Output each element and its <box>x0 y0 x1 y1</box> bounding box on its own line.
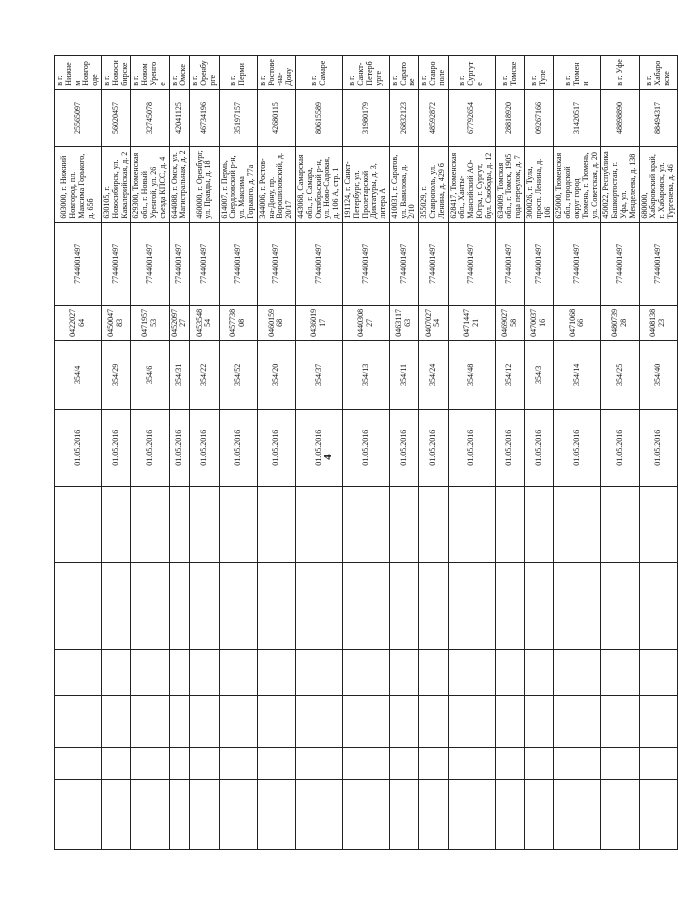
empty-cell <box>601 486 639 563</box>
empty-cell <box>219 649 257 695</box>
kpp-cell: 354/52 <box>219 341 257 410</box>
empty-cell <box>131 696 169 747</box>
table-row <box>525 56 554 850</box>
date-cell: 01.05.2016 <box>295 409 342 486</box>
bik-cell: 040702754 <box>419 305 448 340</box>
empty-cell <box>257 486 295 563</box>
kpp-cell: 354/4 <box>55 341 102 410</box>
address-cell: 355029, г. Ставрополь, ул. Ленина, д. 429 б <box>419 147 448 222</box>
empty-cell <box>601 649 639 695</box>
empty-cell <box>495 696 524 747</box>
kpp-cell: 354/12 <box>495 341 524 410</box>
empty-cell <box>525 696 554 747</box>
empty-cell <box>131 747 169 779</box>
table-row <box>419 56 448 850</box>
table-row <box>448 56 495 850</box>
empty-cell <box>448 747 495 779</box>
okpo-cell: 32745078 <box>131 89 169 147</box>
bik-cell: 046902758 <box>495 305 524 340</box>
table-row <box>101 56 130 850</box>
empty-cell <box>639 649 677 695</box>
okpo-cell: 26832123 <box>389 89 418 147</box>
empty-cell <box>101 486 130 563</box>
city-cell: в г. Санкт-Петербурге <box>342 56 389 90</box>
table-row <box>554 56 601 850</box>
table-row <box>389 56 418 850</box>
address-cell: 603000, г. Нижний Новгород, пл. Максима Горького, д. 65б <box>55 147 102 222</box>
empty-cell <box>342 696 389 747</box>
empty-cell <box>389 563 418 649</box>
inn-cell: 7744001497 <box>448 222 495 305</box>
empty-cell <box>190 486 219 563</box>
address-cell: 460000, г. Оренбург, ул. Правды, д. 18 <box>190 147 219 222</box>
empty-cell <box>169 486 190 563</box>
table-body <box>55 56 678 850</box>
table-row <box>55 56 102 850</box>
kpp-cell: 354/20 <box>257 341 295 410</box>
inn-cell: 7744001497 <box>554 222 601 305</box>
empty-cell <box>169 747 190 779</box>
empty-cell <box>342 563 389 649</box>
empty-cell <box>554 696 601 747</box>
empty-cell <box>495 649 524 695</box>
empty-cell <box>495 747 524 779</box>
date-cell: 01.05.2016 <box>639 409 677 486</box>
empty-cell <box>257 779 295 849</box>
table-row <box>495 56 524 850</box>
empty-cell <box>101 779 130 849</box>
bik-cell: 047003716 <box>525 305 554 340</box>
empty-cell <box>419 779 448 849</box>
city-cell: в г. Новом Уренгое <box>131 56 169 90</box>
empty-cell <box>257 649 295 695</box>
table-row <box>601 56 639 850</box>
empty-cell <box>554 649 601 695</box>
inn-cell: 7744001497 <box>55 222 102 305</box>
city-cell: в г. Саратове <box>389 56 418 90</box>
kpp-cell: 354/40 <box>639 341 677 410</box>
empty-cell <box>295 696 342 747</box>
empty-cell <box>257 563 295 649</box>
bik-cell: 045004783 <box>101 305 130 340</box>
empty-cell <box>295 649 342 695</box>
okpo-cell: 31980179 <box>342 89 389 147</box>
empty-cell <box>342 649 389 695</box>
empty-cell <box>219 747 257 779</box>
okpo-cell: 28818920 <box>495 89 524 147</box>
okpo-cell: 67792654 <box>448 89 495 147</box>
empty-cell <box>554 747 601 779</box>
city-cell: в г. Новосибирске <box>101 56 130 90</box>
empty-cell <box>525 563 554 649</box>
empty-cell <box>525 747 554 779</box>
empty-cell <box>169 563 190 649</box>
date-cell: 01.05.2016 <box>389 409 418 486</box>
empty-cell <box>389 649 418 695</box>
inn-cell: 7744001497 <box>342 222 389 305</box>
date-cell: 01.05.2016 <box>495 409 524 486</box>
bik-cell: 045354854 <box>190 305 219 340</box>
empty-cell <box>131 486 169 563</box>
address-cell: 410031, г. Саратов, ул. Вавилова, д. 2/10 <box>389 147 418 222</box>
empty-cell <box>525 779 554 849</box>
inn-cell: 7744001497 <box>639 222 677 305</box>
bik-cell: 048073928 <box>601 305 639 340</box>
empty-cell <box>190 649 219 695</box>
empty-cell <box>219 696 257 747</box>
empty-cell <box>169 649 190 695</box>
okpo-cell: 42041125 <box>169 89 190 147</box>
kpp-cell: 354/22 <box>190 341 219 410</box>
okpo-cell: 46734196 <box>190 89 219 147</box>
empty-cell <box>495 486 524 563</box>
date-cell: 01.05.2016 <box>257 409 295 486</box>
date-cell: 01.05.2016 <box>419 409 448 486</box>
empty-cell <box>101 696 130 747</box>
okpo-cell: 80615589 <box>295 89 342 147</box>
empty-cell <box>448 779 495 849</box>
empty-cell <box>495 779 524 849</box>
address-cell: 629300, Тюменская обл., г. Новый Уренгой, ул. 26 съезда КПСС, д. 4 <box>131 147 169 222</box>
empty-cell <box>419 649 448 695</box>
empty-cell <box>554 563 601 649</box>
date-cell: 01.05.2016 <box>525 409 554 486</box>
empty-cell <box>342 747 389 779</box>
date-cell: 01.05.2016 <box>131 409 169 486</box>
inn-cell: 7744001497 <box>257 222 295 305</box>
address-cell: 614007, г. Пермь, Свердловский р-н, ул. Максима Горького, д. 77а <box>219 147 257 222</box>
inn-cell: 7744001497 <box>295 222 342 305</box>
empty-cell <box>448 563 495 649</box>
city-cell: в г. Туле <box>525 56 554 90</box>
city-cell: в г. Сургуте <box>448 56 495 90</box>
inn-cell: 7744001497 <box>525 222 554 305</box>
empty-cell <box>554 779 601 849</box>
empty-cell <box>639 779 677 849</box>
city-cell: в г. Томске <box>495 56 524 90</box>
inn-cell: 7744001497 <box>131 222 169 305</box>
address-cell: 680000, Хабаровский край, г. Хабаровск, ул. Тургенева, д. 46 <box>639 147 677 222</box>
bik-cell: 045209727 <box>169 305 190 340</box>
empty-cell <box>295 563 342 649</box>
address-cell: 300026, г. Тула, просп. Ленина, д. 106 <box>525 147 554 222</box>
table-row <box>639 56 677 850</box>
empty-cell <box>601 779 639 849</box>
empty-cell <box>101 747 130 779</box>
date-cell: 01.05.2016 <box>554 409 601 486</box>
bik-cell: 040813823 <box>639 305 677 340</box>
bik-cell: 047144721 <box>448 305 495 340</box>
kpp-cell: 354/6 <box>131 341 169 410</box>
bik-cell: 047195753 <box>131 305 169 340</box>
empty-cell <box>55 649 102 695</box>
bik-cell: 045773808 <box>219 305 257 340</box>
address-cell: 630105, г. Новосибирск, ул. Кавалерийская, д. 2 <box>101 147 130 222</box>
kpp-cell: 354/29 <box>101 341 130 410</box>
empty-cell <box>55 747 102 779</box>
empty-cell <box>342 486 389 563</box>
empty-cell <box>295 486 342 563</box>
city-cell: в г. Нижнем Новгороде <box>55 56 102 90</box>
city-cell: в г. Тюмени <box>554 56 601 90</box>
date-cell: 01.05.2016 <box>190 409 219 486</box>
page-number: 4 <box>322 454 334 460</box>
kpp-cell: 354/14 <box>554 341 601 410</box>
kpp-cell: 354/3 <box>525 341 554 410</box>
address-cell: 450022, Республика Башкортостан, г. Уфа, ул. Менделеева, д. 138 <box>601 147 639 222</box>
bik-cell: 043601917 <box>295 305 342 340</box>
empty-cell <box>554 486 601 563</box>
city-cell: в г. Хабаровске <box>639 56 677 90</box>
address-cell: 344006, г. Ростов-на-Дону, пр. Ворошиловский, д. 20/17 <box>257 147 295 222</box>
empty-cell <box>419 747 448 779</box>
city-cell: в г. Оренбурге <box>190 56 219 90</box>
address-cell: 191124, г. Санкт-Петербург, ул. Пролетарской Диктатуры, д. 3, литера А <box>342 147 389 222</box>
okpo-cell: 31420517 <box>554 89 601 147</box>
date-cell: 01.05.2016 <box>101 409 130 486</box>
date-cell: 01.05.2016 <box>219 409 257 486</box>
city-cell: в г. Перми <box>219 56 257 90</box>
inn-cell: 7744001497 <box>169 222 190 305</box>
city-cell: в г. Омске <box>169 56 190 90</box>
inn-cell: 7744001497 <box>190 222 219 305</box>
bik-cell: 047106866 <box>554 305 601 340</box>
table-row <box>169 56 190 850</box>
address-cell: 644088, г. Омск, ул. Магистральная, д. 2 <box>169 147 190 222</box>
empty-cell <box>55 779 102 849</box>
empty-cell <box>131 563 169 649</box>
address-cell: 443068, Самарская обл., г. Самара, Октябрьский р-н, ул. Ново-Садовая, д. 106 А, стр. 1 <box>295 147 342 222</box>
inn-cell: 7744001497 <box>101 222 130 305</box>
empty-cell <box>525 649 554 695</box>
table-row <box>131 56 169 850</box>
empty-cell <box>389 747 418 779</box>
city-cell: в г. Ростове-на-Дону <box>257 56 295 90</box>
address-cell: 628417, Тюменская обл., Ханты-Мансийский АО-Югра, г. Сургут, бул. Свободы, д. 12 <box>448 147 495 222</box>
city-cell: в г. Уфе <box>601 56 639 90</box>
empty-cell <box>190 779 219 849</box>
okpo-cell: 88494317 <box>639 89 677 147</box>
city-cell: в г. Самаре <box>295 56 342 90</box>
empty-cell <box>419 696 448 747</box>
empty-cell <box>257 696 295 747</box>
empty-cell <box>190 563 219 649</box>
empty-cell <box>419 486 448 563</box>
kpp-cell: 354/31 <box>169 341 190 410</box>
empty-cell <box>639 696 677 747</box>
empty-cell <box>190 696 219 747</box>
empty-cell <box>219 563 257 649</box>
date-cell: 01.05.2016 <box>448 409 495 486</box>
kpp-cell: 354/13 <box>342 341 389 410</box>
kpp-cell: 354/11 <box>389 341 418 410</box>
empty-cell <box>169 696 190 747</box>
empty-cell <box>639 486 677 563</box>
okpo-cell: 09267166 <box>525 89 554 147</box>
empty-cell <box>190 747 219 779</box>
empty-cell <box>219 486 257 563</box>
empty-cell <box>639 563 677 649</box>
bik-cell: 046311763 <box>389 305 418 340</box>
inn-cell: 7744001497 <box>419 222 448 305</box>
table-row <box>295 56 342 850</box>
empty-cell <box>448 696 495 747</box>
empty-cell <box>601 563 639 649</box>
empty-cell <box>419 563 448 649</box>
table-row <box>257 56 295 850</box>
date-cell: 01.05.2016 <box>342 409 389 486</box>
okpo-cell: 25565097 <box>55 89 102 147</box>
kpp-cell: 354/24 <box>419 341 448 410</box>
empty-cell <box>55 486 102 563</box>
empty-cell <box>601 696 639 747</box>
empty-cell <box>169 779 190 849</box>
table-row <box>219 56 257 850</box>
kpp-cell: 354/25 <box>601 341 639 410</box>
empty-cell <box>639 747 677 779</box>
empty-cell <box>131 779 169 849</box>
empty-cell <box>55 563 102 649</box>
empty-cell <box>389 696 418 747</box>
date-cell: 01.05.2016 <box>601 409 639 486</box>
okpo-cell: 35197157 <box>219 89 257 147</box>
empty-cell <box>495 563 524 649</box>
empty-cell <box>448 486 495 563</box>
empty-cell <box>601 747 639 779</box>
empty-cell <box>219 779 257 849</box>
empty-cell <box>131 649 169 695</box>
empty-cell <box>55 696 102 747</box>
kpp-cell: 354/48 <box>448 341 495 410</box>
bik-cell: 046015968 <box>257 305 295 340</box>
date-cell: 01.05.2016 <box>55 409 102 486</box>
inn-cell: 7744001497 <box>389 222 418 305</box>
empty-cell <box>389 779 418 849</box>
empty-cell <box>295 747 342 779</box>
empty-cell <box>295 779 342 849</box>
empty-cell <box>101 649 130 695</box>
inn-cell: 7744001497 <box>601 222 639 305</box>
empty-cell <box>525 486 554 563</box>
empty-cell <box>389 486 418 563</box>
bik-cell: 044030827 <box>342 305 389 340</box>
kpp-cell: 354/37 <box>295 341 342 410</box>
table-row <box>190 56 219 850</box>
empty-cell <box>342 779 389 849</box>
inn-cell: 7744001497 <box>219 222 257 305</box>
city-cell: в г. Ставрополе <box>419 56 448 90</box>
empty-cell <box>101 563 130 649</box>
branch-table <box>54 55 678 850</box>
okpo-cell: 48898890 <box>601 89 639 147</box>
inn-cell: 7744001497 <box>495 222 524 305</box>
address-cell: 634009, Томская обл., г. Томск, 1905 года переулок, д. 7 <box>495 147 524 222</box>
okpo-cell: 56020457 <box>101 89 130 147</box>
empty-cell <box>257 747 295 779</box>
rotated-table-container <box>54 55 675 850</box>
address-cell: 625000, Тюменская обл., городской округ город Тюмень, г. Тюмень, ул. Советская, д. 20 <box>554 147 601 222</box>
table-row <box>342 56 389 850</box>
okpo-cell: 48592872 <box>419 89 448 147</box>
date-cell: 01.05.2016 <box>169 409 190 486</box>
bik-cell: 042202764 <box>55 305 102 340</box>
okpo-cell: 42680115 <box>257 89 295 147</box>
empty-cell <box>448 649 495 695</box>
